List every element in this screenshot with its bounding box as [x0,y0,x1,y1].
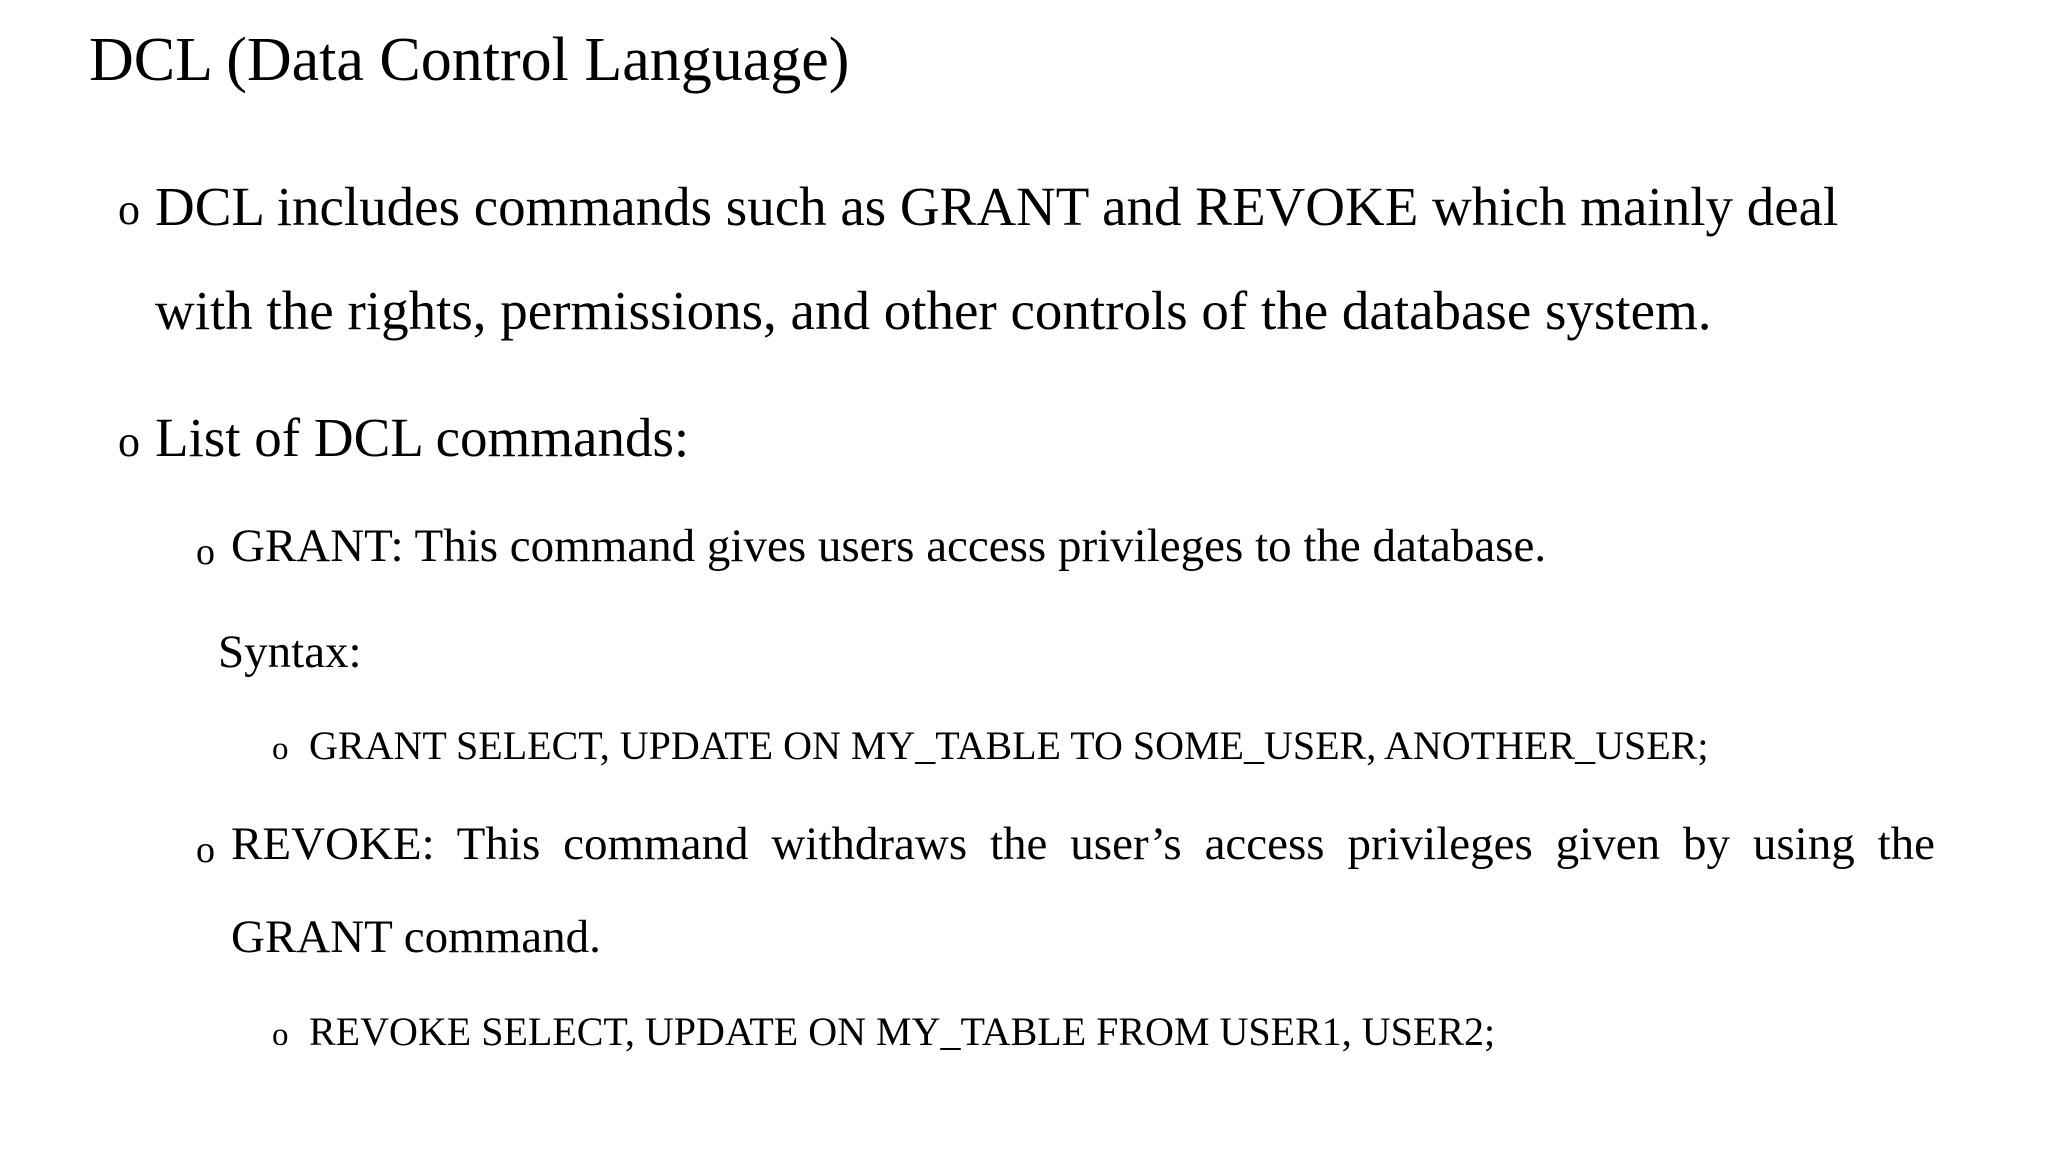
grant-description: GRANT: This command gives users access privileges to the database. [231,520,1547,572]
sub-bullet-marker: o [196,531,215,573]
bullet-marker: o [118,417,140,466]
syntax-label: Syntax: [218,626,362,678]
bullet-marker: o [118,185,140,234]
example-bullet-marker: o [272,731,289,767]
grant-example: GRANT SELECT, UPDATE ON MY_TABLE TO SOME_USER, ANOTHER_USER; [309,723,1709,768]
example-bullet-marker: o [272,1017,289,1053]
bullet-dcl-description: DCL includes commands such as GRANT and REVOKE which mainly deal with the rights, permissions, and other controls of the database system. [155,176,1839,341]
revoke-example: REVOKE SELECT, UPDATE ON MY_TABLE FROM USER1, USER2; [309,1009,1496,1054]
slide-title: DCL (Data Control Language) [89,26,850,94]
revoke-description: REVOKE: This command withdraws the user’s access privileges given by using the GRANT command. [231,818,1935,963]
bullet-dcl-command-list: List of DCL commands: [155,407,690,468]
sub-bullet-marker: o [196,829,215,871]
